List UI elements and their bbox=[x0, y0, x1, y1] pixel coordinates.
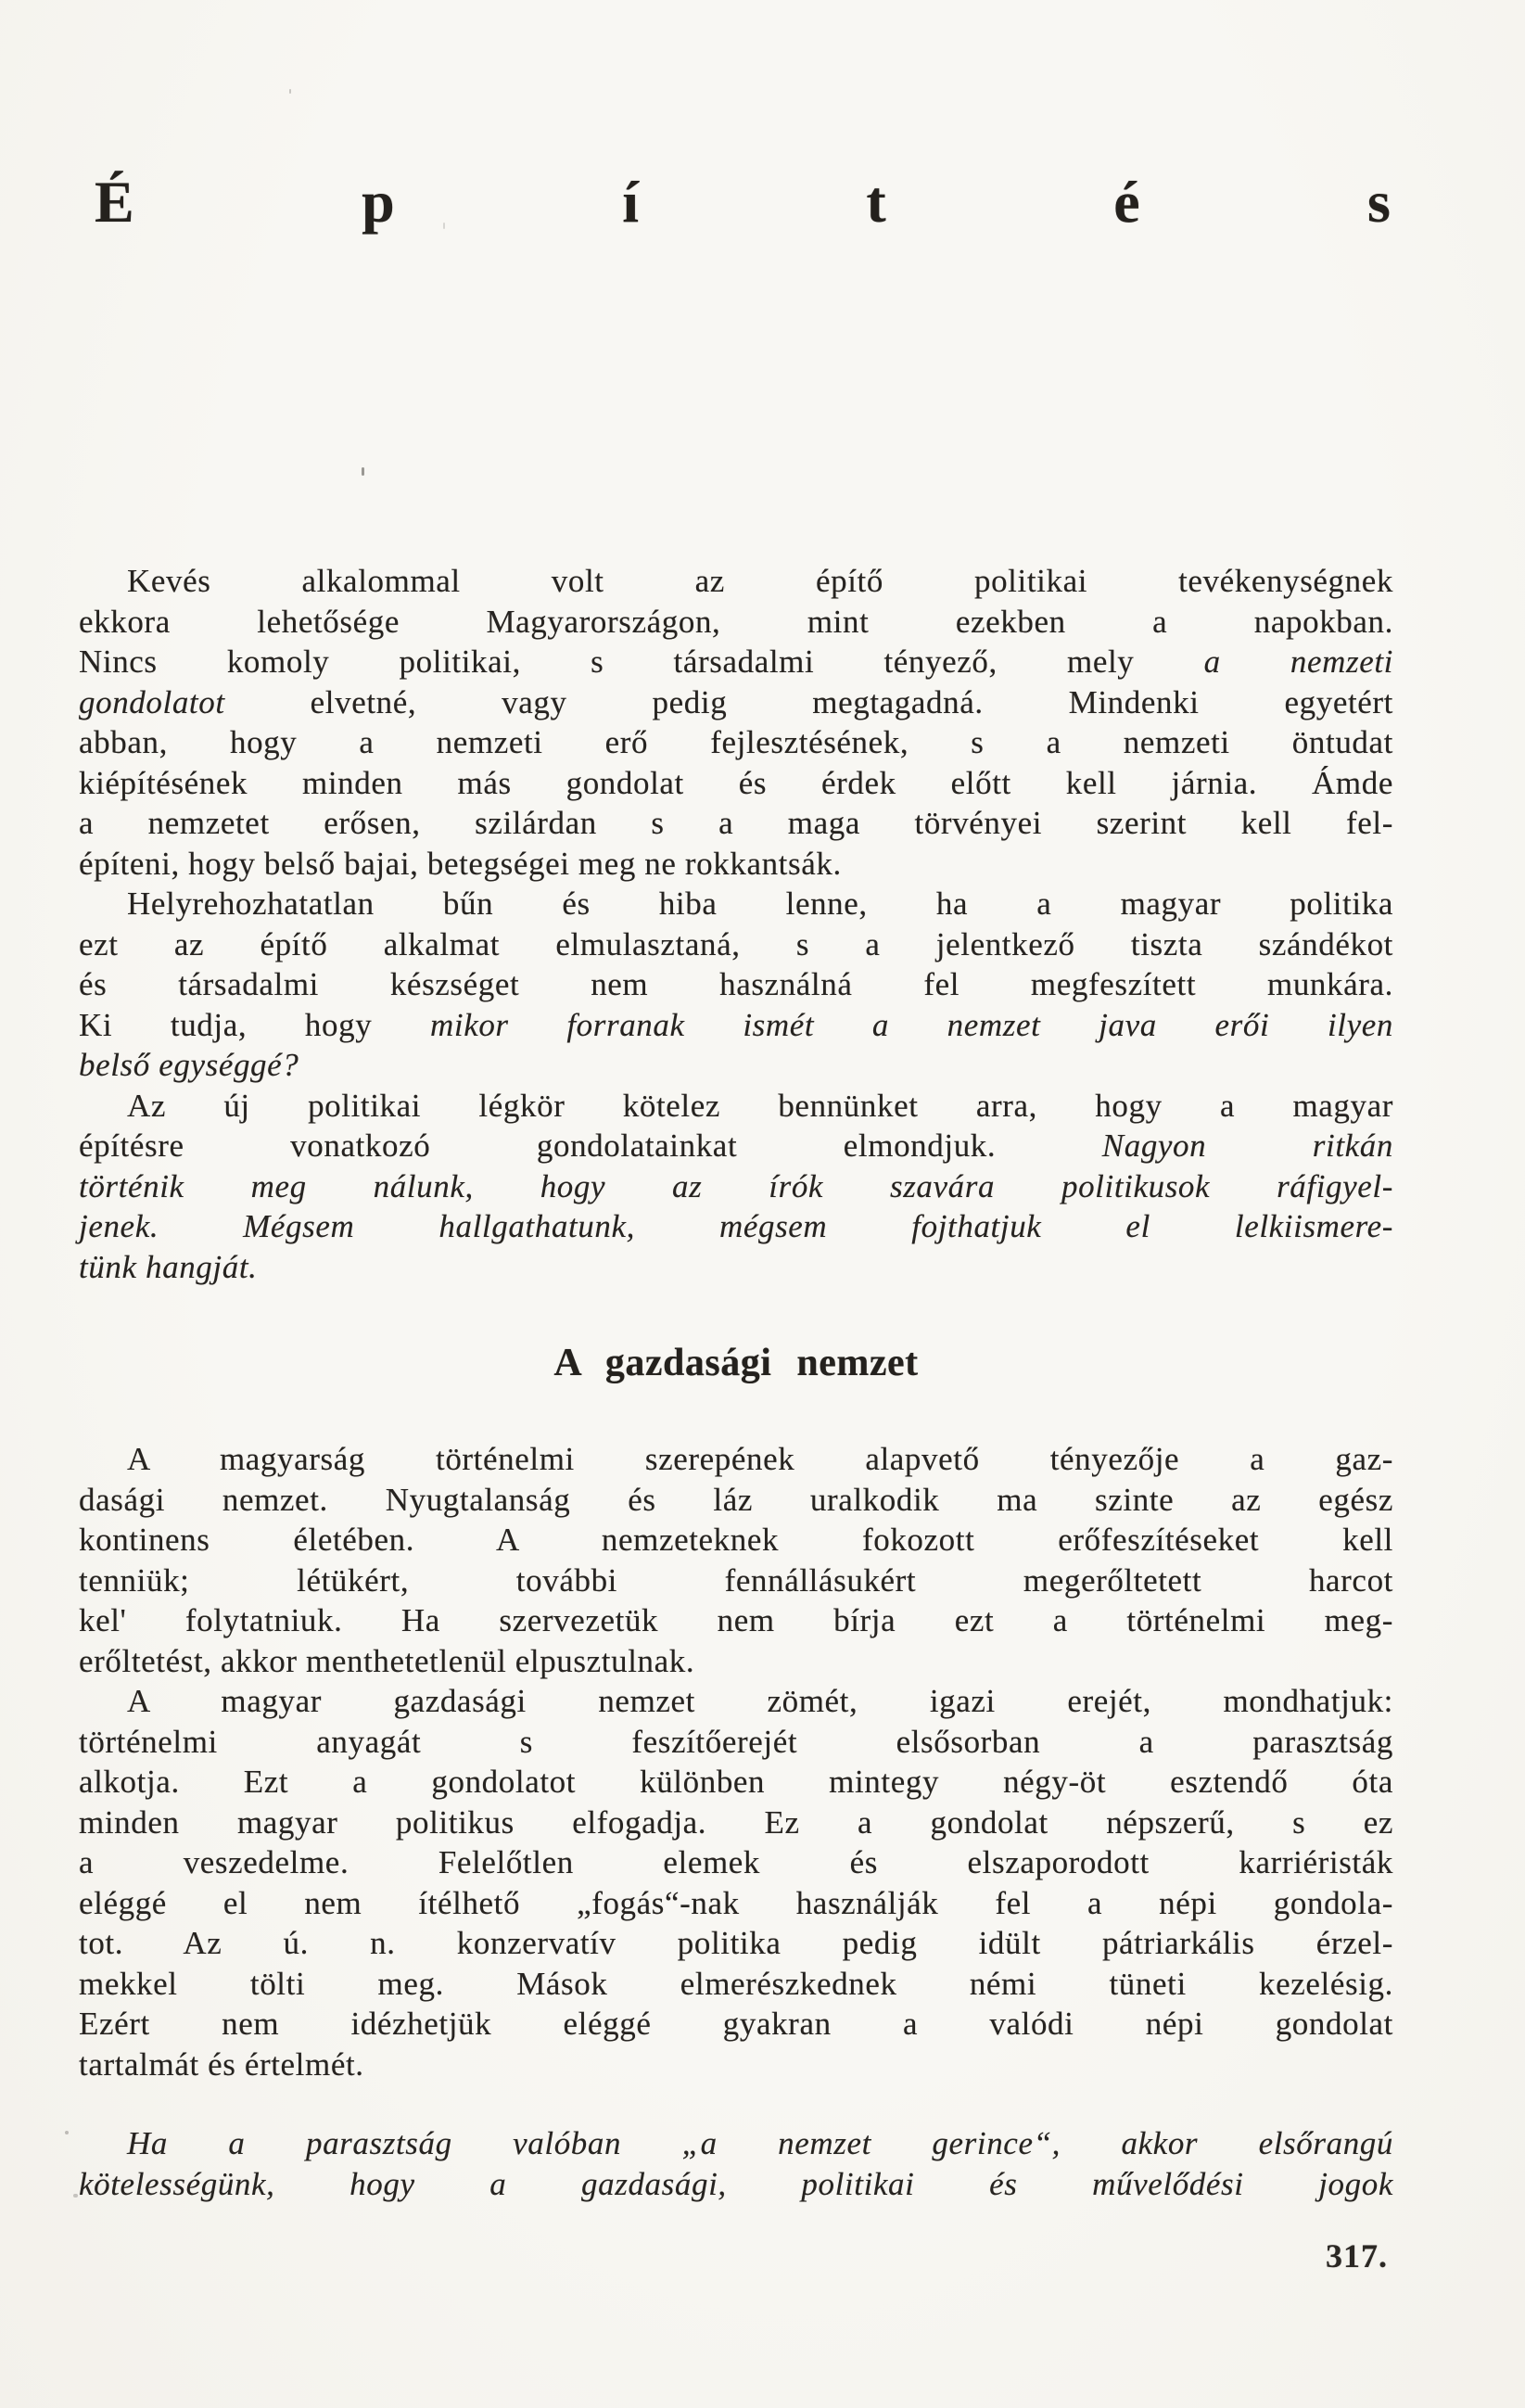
paragraph bbox=[79, 2123, 1393, 2204]
title-letter: é bbox=[1113, 169, 1140, 235]
text-line: minden magyar politikus elfogadja. Ez a gondolat népszerű, s ez bbox=[79, 1803, 1393, 1841]
text-line: ezt az építő alkalmat elmulasztaná, s a jelentkező tiszta szándékot bbox=[79, 925, 1393, 962]
paragraph bbox=[79, 884, 1393, 1086]
text-line: történik meg nálunk, hogy az írók szavára politikusok ráfigyel- bbox=[79, 1167, 1393, 1204]
text-line: tünk hangját. bbox=[79, 1248, 258, 1285]
text-block bbox=[79, 561, 1393, 2204]
paragraph bbox=[79, 561, 1393, 884]
text-line: mekkel tölti meg. Mások elmerészkednek némi tüneti kezelésig. bbox=[79, 1965, 1393, 2002]
text-line: építeni, hogy belső bajai, betegségei meg ne rokkantsák. bbox=[79, 845, 842, 882]
text-line: Kevés alkalommal volt az építő politikai tevékenységnek bbox=[127, 563, 1393, 599]
paragraph bbox=[79, 1681, 1393, 2084]
page-title bbox=[95, 169, 1391, 235]
text-line: jenek. Mégsem hallgathatunk, mégsem fojthatjuk el lelkiismere- bbox=[79, 1208, 1393, 1244]
title-letter: s bbox=[1367, 169, 1391, 235]
title-letter: É bbox=[95, 169, 134, 235]
text-line: történelmi anyagát s feszítőerejét elsősorban a parasztság bbox=[79, 1723, 1393, 1760]
paragraph bbox=[79, 1439, 1393, 1681]
text-line: kel' folytatniuk. Ha szervezetük nem bírja ezt a történelmi meg- bbox=[79, 1602, 1393, 1638]
text-line: eléggé el nem ítélhető „fogás“-nak használják fel a népi gondola- bbox=[79, 1884, 1393, 1921]
text-line: ekkora lehetősége Magyarországon, mint ezekben a napokban. bbox=[79, 603, 1393, 640]
text-line: belső egységgé? bbox=[79, 1047, 299, 1083]
ink-speck bbox=[289, 89, 291, 94]
text-line: a veszedelme. Felelőtlen elemek és elszaporodott karriéristák bbox=[79, 1844, 1393, 1880]
text-line: tot. Az ú. n. konzervatív politika pedig idült pátriarkális érzel- bbox=[79, 1925, 1393, 1961]
ink-speck bbox=[362, 467, 364, 476]
text-line: gondolatot elvetné, vagy pedig megtagadná. Mindenki egyetért bbox=[79, 683, 1393, 720]
text-line: Nincs komoly politikai, s társadalmi tényező, mely a nemzeti bbox=[79, 643, 1393, 680]
text-line: erőltetést, akkor menthetetlenül elpusztulnak. bbox=[79, 1642, 695, 1679]
text-line: Ki tudja, hogy mikor forranak ismét a nemzet java erői ilyen bbox=[79, 1006, 1393, 1043]
text-line: tartalmát és értelmét. bbox=[79, 2045, 364, 2083]
paragraph bbox=[79, 1086, 1393, 1288]
text-line: a nemzetet erősen, szilárdan s a maga törvényei szerint kell fel- bbox=[79, 805, 1393, 841]
text-line: kötelességünk, hogy a gazdasági, politikai és művelődési jogok bbox=[79, 2165, 1393, 2202]
text-line: és társadalmi készséget nem használná fel megfeszített munkára. bbox=[79, 966, 1393, 1002]
text-line: abban, hogy a nemzeti erő fejlesztésének, s a nemzeti öntudat bbox=[79, 724, 1393, 760]
title-letter: t bbox=[866, 169, 886, 235]
text-line: dasági nemzet. Nyugtalanság és láz uralkodik ma szinte az egész bbox=[79, 1481, 1393, 1518]
ink-speck bbox=[65, 2131, 69, 2134]
text-line: Az új politikai légkör kötelez bennünket arra, hogy a magyar bbox=[127, 1087, 1393, 1124]
page-number: 317. bbox=[1326, 2237, 1388, 2274]
text-line: tenniük; létükért, további fennállásukért megerőltetett harcot bbox=[79, 1561, 1393, 1599]
text-line: Ha a parasztság valóban „a nemzet gerince“, akkor elsőrangú bbox=[127, 2125, 1393, 2161]
text-line: Ezért nem idézhetjük eléggé gyakran a valódi népi gondolat bbox=[79, 2006, 1393, 2042]
text-line: A magyarság történelmi szerepének alapvető tényezője a gaz- bbox=[127, 1441, 1393, 1477]
section-heading: A gazdasági nemzet bbox=[553, 1342, 919, 1384]
text-line: Helyrehozhatatlan bűn és hiba lenne, ha a magyar politika bbox=[127, 885, 1393, 922]
text-line: kontinens életében. A nemzeteknek fokozott erőfeszítéseket kell bbox=[79, 1522, 1393, 1558]
ink-speck bbox=[73, 2194, 78, 2198]
text-line: építésre vonatkozó gondolatainkat elmondjuk. Nagyon ritkán bbox=[79, 1128, 1393, 1164]
text-line: A magyar gazdasági nemzet zömét, igazi erejét, mondhatjuk: bbox=[127, 1683, 1393, 1719]
title-letter: p bbox=[362, 169, 395, 235]
text-line: kiépítésének minden más gondolat és érdek előtt kell járnia. Ámde bbox=[79, 764, 1393, 801]
text-line: alkotja. Ezt a gondolatot különben mintegy négy-öt esztendő óta bbox=[79, 1764, 1393, 1800]
title-letter: í bbox=[622, 169, 639, 235]
